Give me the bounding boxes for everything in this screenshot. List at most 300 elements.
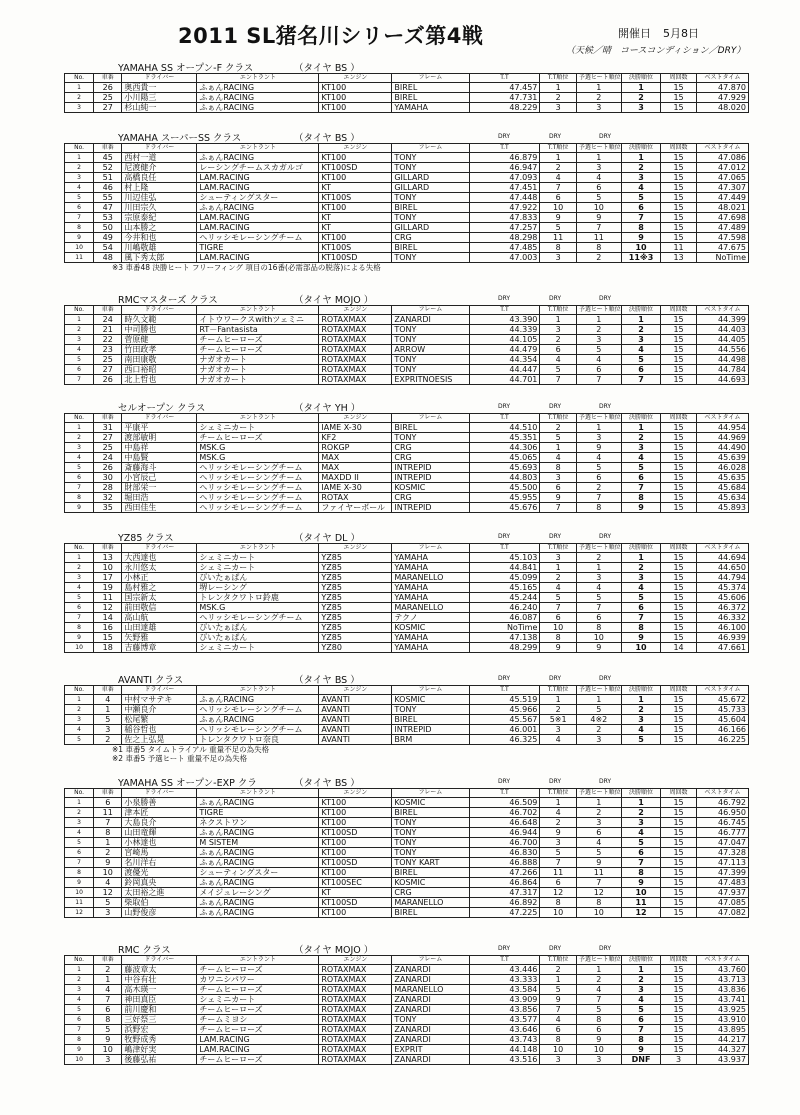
cell-tt: 44.479 (469, 345, 540, 355)
cell-laps: 13 (661, 253, 696, 263)
cell-best-time: 44.403 (696, 325, 748, 335)
cell-entrant: LAM.RACING (197, 253, 319, 263)
track-condition-label: DRY (599, 778, 612, 785)
table-row (65, 213, 749, 223)
event-date (618, 25, 711, 41)
cell-tt-rank: 3 (540, 325, 576, 335)
table-row (65, 643, 749, 653)
column-header-laps: 周回数 (661, 144, 696, 153)
cell-best-time: 46.166 (696, 725, 748, 735)
cell-heat-rank: 7 (576, 878, 621, 888)
cell-best-time: 44.399 (696, 315, 748, 325)
cell-final-rank: 9 (621, 878, 661, 888)
cell-driver: 川辺佳弘 (122, 193, 197, 203)
cell-engine: AVANTI (319, 735, 392, 745)
column-header-best-time: ベストタイム (696, 544, 748, 553)
cell-frame: YAMAHA (392, 643, 469, 653)
cell-best-time: 47.065 (696, 173, 748, 183)
tire-label: （タイヤ BS ） (294, 675, 360, 686)
column-header-driver: ドライバー (122, 306, 197, 315)
cell-heat-rank: 10 (576, 908, 621, 918)
cell-tt: 46.864 (469, 878, 540, 888)
cell-no: 5 (65, 355, 94, 365)
cell-tt-rank: 4 (540, 735, 576, 745)
cell-tt-rank: 6 (540, 1025, 576, 1035)
table-row (65, 253, 749, 263)
cell-no: 4 (65, 183, 94, 193)
cell-engine: ROTAXMAX (319, 335, 392, 345)
cell-heat-rank: 11 (576, 233, 621, 243)
cell-best-time: 46.028 (696, 463, 748, 473)
cell-no: 4 (65, 828, 94, 838)
results-table (64, 788, 749, 918)
cell-heat-rank: 1 (576, 153, 621, 163)
cell-laps: 15 (661, 725, 696, 735)
cell-driver: 中島賢 (122, 453, 197, 463)
cell-laps: 15 (661, 858, 696, 868)
column-header-tt: T.T (469, 144, 540, 153)
cell-frame: TONY (392, 163, 469, 173)
column-header-frame: フレーム (392, 306, 469, 315)
cell-entrant: MSK.G (197, 453, 319, 463)
table-row (65, 583, 749, 593)
cell-engine: KT (319, 888, 392, 898)
cell-laps: 15 (661, 818, 696, 828)
cell-laps: 15 (661, 483, 696, 493)
cell-heat-rank: 5 (576, 1005, 621, 1015)
cell-laps: 15 (661, 563, 696, 573)
table-row (65, 798, 749, 808)
cell-entrant: LAM.RACING (197, 183, 319, 193)
cell-tt: 43.856 (469, 1005, 540, 1015)
cell-best-time: 43.910 (696, 1015, 748, 1025)
cell-tt-rank: 9 (540, 493, 576, 503)
cell-car-number: 11 (94, 593, 122, 603)
cell-laps: 15 (661, 603, 696, 613)
table-row (65, 725, 749, 735)
cell-tt: 47.457 (469, 83, 540, 93)
cell-frame: ZANARDI (392, 315, 469, 325)
cell-final-rank: 4 (621, 995, 661, 1005)
cell-heat-rank: 4 (576, 355, 621, 365)
cell-engine: YZ85 (319, 553, 392, 563)
cell-entrant: ナガオカート (197, 365, 319, 375)
cell-best-time: 46.225 (696, 735, 748, 745)
cell-laps: 15 (661, 735, 696, 745)
cell-tt-rank: 1 (540, 798, 576, 808)
cell-car-number: 3 (94, 725, 122, 735)
cell-no: 1 (65, 965, 94, 975)
column-header-engine: エンジン (319, 544, 392, 553)
cell-engine: KT100 (319, 848, 392, 858)
cell-driver: 菅原健 (122, 335, 197, 345)
track-condition-label: DRY (549, 945, 562, 952)
cell-tt: 47.266 (469, 868, 540, 878)
table-row (65, 173, 749, 183)
cell-car-number: 10 (94, 1045, 122, 1055)
cell-heat-rank: 6 (576, 1025, 621, 1035)
cell-frame: ZANARDI (392, 1005, 469, 1015)
cell-frame: TONY (392, 838, 469, 848)
cell-no: 7 (65, 858, 94, 868)
class-header (64, 775, 749, 788)
cell-heat-rank: 8 (576, 1015, 621, 1025)
cell-tt-rank: 1 (540, 443, 576, 453)
cell-final-rank: 7 (621, 858, 661, 868)
cell-driver: 中村マサテキ (122, 695, 197, 705)
cell-no: 5 (65, 593, 94, 603)
cell-car-number: 2 (94, 848, 122, 858)
header-row (65, 144, 749, 153)
cell-best-time: 47.489 (696, 223, 748, 233)
cell-tt: 45.966 (469, 705, 540, 715)
table-row (65, 633, 749, 643)
table-row (65, 183, 749, 193)
cell-best-time: 44.693 (696, 375, 748, 385)
cell-no: 7 (65, 1025, 94, 1035)
cell-no: 4 (65, 583, 94, 593)
cell-frame: MARANELLO (392, 898, 469, 908)
cell-engine: ROTAXMAX (319, 995, 392, 1005)
cell-tt: 44.841 (469, 563, 540, 573)
column-header-frame: フレーム (392, 789, 469, 798)
cell-heat-rank: 2 (576, 93, 621, 103)
cell-engine: IAME X-30 (319, 423, 392, 433)
cell-car-number: 25 (94, 355, 122, 365)
column-header-laps: 周回数 (661, 956, 696, 965)
cell-no: 2 (65, 93, 94, 103)
cell-best-time: 45.606 (696, 593, 748, 603)
cell-tt-rank: 12 (540, 888, 576, 898)
cell-driver: 神田真臣 (122, 995, 197, 1005)
cell-entrant: びいたぁぱん (197, 633, 319, 643)
cell-laps: 15 (661, 695, 696, 705)
results-table (64, 143, 749, 263)
table-row (65, 878, 749, 888)
header-row (65, 956, 749, 965)
cell-tt-rank: 1 (540, 83, 576, 93)
cell-engine: KT100SD (319, 163, 392, 173)
table-row (65, 243, 749, 253)
cell-final-rank: 1 (621, 153, 661, 163)
cell-laps: 15 (661, 163, 696, 173)
cell-car-number: 27 (94, 433, 122, 443)
footnote: ※3 車番48 決勝ヒート フリーフィング 項目の16番(必需部品の脱落)による失格 (112, 263, 381, 272)
column-header-heat-rank: 予選ヒート順位 (576, 306, 621, 315)
cell-driver: 西田佳生 (122, 503, 197, 513)
cell-heat-rank: 4 (576, 985, 621, 995)
cell-laps: 15 (661, 93, 696, 103)
cell-laps: 15 (661, 1035, 696, 1045)
cell-car-number: 10 (94, 868, 122, 878)
conditions: （天候／晴 コースコンディション／DRY） (566, 46, 746, 56)
cell-best-time: 44.490 (696, 443, 748, 453)
class-section (64, 292, 749, 385)
class-section (64, 400, 749, 513)
cell-heat-rank: 5 (576, 593, 621, 603)
column-header-tt-rank: T.T順位 (540, 789, 576, 798)
table-row (65, 355, 749, 365)
column-header-no: No. (65, 789, 94, 798)
cell-car-number: 19 (94, 583, 122, 593)
cell-driver: 風下秀太郎 (122, 253, 197, 263)
cell-no: 12 (65, 908, 94, 918)
cell-heat-rank: 7 (576, 995, 621, 1005)
cell-driver: 矢野雅 (122, 633, 197, 643)
cell-entrant: 堺レーシング (197, 583, 319, 593)
cell-entrant: ふぁんRACING (197, 898, 319, 908)
cell-engine: ROTAXMAX (319, 355, 392, 365)
cell-final-rank: 11 (621, 898, 661, 908)
cell-tt: 44.447 (469, 365, 540, 375)
cell-no: 1 (65, 423, 94, 433)
cell-tt-rank: 3 (540, 553, 576, 563)
cell-best-time: 43.760 (696, 965, 748, 975)
cell-no: 8 (65, 623, 94, 633)
column-header-best-time: ベストタイム (696, 74, 748, 83)
cell-entrant: チームヒーローズ (197, 345, 319, 355)
cell-final-rank: 7 (621, 213, 661, 223)
cell-driver: 松尾繁 (122, 715, 197, 725)
table-row (65, 203, 749, 213)
cell-engine: YZ85 (319, 563, 392, 573)
table-row (65, 503, 749, 513)
cell-driver: 山野俊彦 (122, 908, 197, 918)
cell-driver: 牧野成秀 (122, 1035, 197, 1045)
column-header-final-rank: 決勝順位 (621, 789, 661, 798)
cell-tt-rank: 4 (540, 453, 576, 463)
cell-heat-rank: 9 (576, 858, 621, 868)
cell-car-number: 7 (94, 995, 122, 1005)
table-row (65, 553, 749, 563)
cell-no: 2 (65, 163, 94, 173)
cell-no: 9 (65, 1045, 94, 1055)
cell-driver: 杉山純一 (122, 103, 197, 113)
cell-laps: 15 (661, 798, 696, 808)
cell-tt-rank: 11 (540, 233, 576, 243)
column-header-heat-rank: 予選ヒート順位 (576, 74, 621, 83)
class-header (64, 292, 749, 305)
results-table (64, 955, 749, 1065)
class-section (64, 60, 749, 113)
cell-frame: YAMAHA (392, 583, 469, 593)
cell-heat-rank: 1 (576, 965, 621, 975)
column-header-best-time: ベストタイム (696, 686, 748, 695)
track-condition-label: DRY (498, 675, 511, 682)
class-title: セルオープン クラス (118, 403, 206, 414)
cell-entrant: ふぁんRACING (197, 103, 319, 113)
cell-heat-rank: 10 (576, 1045, 621, 1055)
cell-driver: 柴取伯 (122, 898, 197, 908)
column-header-tt-rank: T.T順位 (540, 306, 576, 315)
cell-frame: MARANELLO (392, 603, 469, 613)
cell-no: 11 (65, 253, 94, 263)
cell-driver: 北上哲也 (122, 375, 197, 385)
cell-car-number: 13 (94, 553, 122, 563)
cell-no: 7 (65, 483, 94, 493)
track-condition-label: DRY (599, 533, 612, 540)
cell-tt: 48.229 (469, 103, 540, 113)
cell-laps: 15 (661, 1045, 696, 1055)
cell-driver: 吉藤博章 (122, 643, 197, 653)
cell-final-rank: 3 (621, 335, 661, 345)
column-header-frame: フレーム (392, 74, 469, 83)
cell-engine: KT100SD (319, 858, 392, 868)
column-header-engine: エンジン (319, 144, 392, 153)
column-header-heat-rank: 予選ヒート順位 (576, 956, 621, 965)
cell-no: 8 (65, 223, 94, 233)
cell-no: 1 (65, 83, 94, 93)
cell-tt-rank: 7 (540, 1005, 576, 1015)
cell-entrant: ふぁんRACING (197, 203, 319, 213)
cell-best-time: 46.332 (696, 613, 748, 623)
cell-laps: 15 (661, 613, 696, 623)
cell-engine: ROKGP (319, 443, 392, 453)
cell-best-time: 47.698 (696, 213, 748, 223)
cell-frame: TONY (392, 828, 469, 838)
tire-label: （タイヤ BS ） (294, 133, 360, 144)
cell-frame: BIREL (392, 715, 469, 725)
cell-tt-rank: 4 (540, 583, 576, 593)
cell-entrant: チームミヨシ (197, 1015, 319, 1025)
cell-driver: 宮崎馬 (122, 848, 197, 858)
results-table (64, 305, 749, 385)
cell-final-rank: 6 (621, 473, 661, 483)
table-body (65, 315, 749, 385)
cell-engine: KT100 (319, 838, 392, 848)
cell-frame: YAMAHA (392, 593, 469, 603)
cell-no: 6 (65, 848, 94, 858)
column-header-best-time: ベストタイム (696, 414, 748, 423)
cell-tt: 47.093 (469, 173, 540, 183)
cell-no: 3 (65, 335, 94, 345)
cell-tt-rank: 2 (540, 423, 576, 433)
cell-entrant: ふぁんRACING (197, 153, 319, 163)
column-header-laps: 周回数 (661, 306, 696, 315)
cell-entrant: M SISTEM (197, 838, 319, 848)
cell-heat-rank: 3 (576, 573, 621, 583)
cell-no: 1 (65, 695, 94, 705)
cell-driver: 大西達也 (122, 553, 197, 563)
cell-heat-rank: 4 (576, 173, 621, 183)
cell-best-time: 45.639 (696, 453, 748, 463)
cell-driver: 名川洋右 (122, 858, 197, 868)
cell-no: 4 (65, 345, 94, 355)
cell-frame: TONY KART (392, 858, 469, 868)
cell-car-number: 4 (94, 878, 122, 888)
column-header-car-number: 車番 (94, 414, 122, 423)
cell-final-rank: 6 (621, 603, 661, 613)
cell-driver: 西口裕昭 (122, 365, 197, 375)
cell-entrant: LAM.RACING (197, 173, 319, 183)
cell-engine: KT100SD (319, 898, 392, 908)
cell-frame: INTREPID (392, 725, 469, 735)
cell-tt: 43.577 (469, 1015, 540, 1025)
table-row (65, 93, 749, 103)
cell-driver: 尼渡健介 (122, 163, 197, 173)
table-body (65, 83, 749, 113)
cell-best-time: 47.675 (696, 243, 748, 253)
cell-tt-rank: 2 (540, 965, 576, 975)
cell-entrant: ヘリッシモレーシングチーム (197, 493, 319, 503)
cell-engine: YZ80 (319, 643, 392, 653)
cell-car-number: 47 (94, 203, 122, 213)
cell-tt-rank: 6 (540, 483, 576, 493)
cell-tt: 45.500 (469, 483, 540, 493)
table-body (65, 423, 749, 513)
cell-frame: ZANARDI (392, 975, 469, 985)
cell-entrant: TIGRE (197, 808, 319, 818)
cell-tt-rank: 2 (540, 335, 576, 345)
cell-heat-rank: 3 (576, 335, 621, 345)
cell-tt-rank: 9 (540, 213, 576, 223)
cell-best-time: 46.745 (696, 818, 748, 828)
cell-driver: 斎藤海斗 (122, 463, 197, 473)
column-header-engine: エンジン (319, 74, 392, 83)
column-header-tt: T.T (469, 74, 540, 83)
cell-best-time: 47.047 (696, 838, 748, 848)
cell-driver: 山田達雄 (122, 623, 197, 633)
cell-laps: 15 (661, 183, 696, 193)
cell-tt: 47.922 (469, 203, 540, 213)
cell-frame: BIREL (392, 203, 469, 213)
cell-frame: INTREPID (392, 473, 469, 483)
cell-engine: IAME X-30 (319, 483, 392, 493)
cell-car-number: 2 (94, 735, 122, 745)
cell-tt: 44.701 (469, 375, 540, 385)
cell-laps: 15 (661, 233, 696, 243)
cell-entrant: チームヒーローズ (197, 1005, 319, 1015)
cell-driver: 高山航 (122, 613, 197, 623)
cell-tt: 46.892 (469, 898, 540, 908)
table-row (65, 603, 749, 613)
cell-heat-rank: 2 (576, 725, 621, 735)
cell-final-rank: 1 (621, 83, 661, 93)
cell-entrant: MSK.G (197, 603, 319, 613)
cell-engine: ROTAXMAX (319, 1015, 392, 1025)
cell-frame: KOSMIC (392, 878, 469, 888)
cell-best-time: 44.405 (696, 335, 748, 345)
cell-final-rank: 3 (621, 715, 661, 725)
cell-frame: INTREPID (392, 463, 469, 473)
cell-heat-rank: 10 (576, 203, 621, 213)
table-row (65, 315, 749, 325)
cell-no: 9 (65, 633, 94, 643)
cell-no: 5 (65, 193, 94, 203)
column-header-no: No. (65, 956, 94, 965)
cell-tt: 48.298 (469, 233, 540, 243)
cell-entrant: シェミニカート (197, 423, 319, 433)
cell-heat-rank: 3 (576, 103, 621, 113)
cell-car-number: 54 (94, 243, 122, 253)
cell-final-rank: 10 (621, 243, 661, 253)
cell-no: 3 (65, 443, 94, 453)
cell-engine: YZ85 (319, 623, 392, 633)
column-header-frame: フレーム (392, 956, 469, 965)
cell-engine: ROTAX (319, 493, 392, 503)
cell-frame: TONY (392, 355, 469, 365)
table-header (65, 544, 749, 553)
cell-tt: 43.333 (469, 975, 540, 985)
table-header (65, 414, 749, 423)
column-header-tt-rank: T.T順位 (540, 144, 576, 153)
cell-laps: 15 (661, 593, 696, 603)
cell-heat-rank: 5 (576, 848, 621, 858)
column-header-best-time: ベストタイム (696, 789, 748, 798)
cell-car-number: 53 (94, 213, 122, 223)
cell-engine: KT100 (319, 798, 392, 808)
cell-tt: 46.947 (469, 163, 540, 173)
